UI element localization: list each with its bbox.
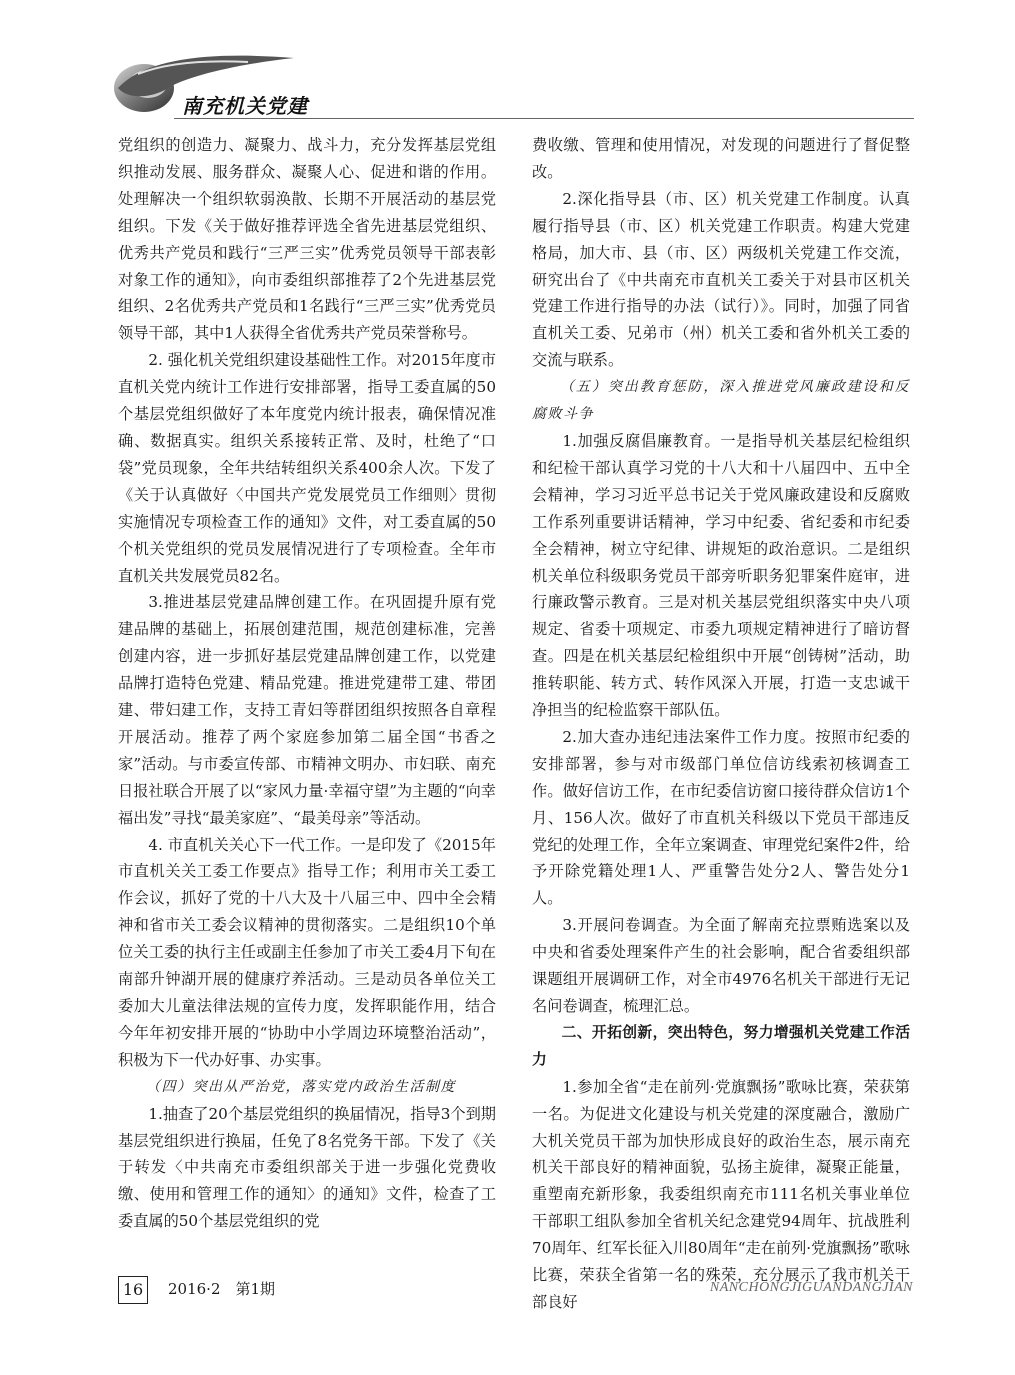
header-rule	[174, 118, 914, 119]
paragraph: 1.抽查了20个基层党组织的换届情况，指导3个到期基层党组织进行换届，任免了8名党务干部。下发了《关于转发〈中共南充市委组织部关于进一步强化党费收缴、使用和管理工作的通知〉的通知》文件，检查了工委直属的50个基层党组织的党	[118, 1104, 496, 1231]
journal-title: 南充机关党建	[182, 94, 308, 118]
left-text-column	[118, 132, 496, 1235]
page-header	[108, 48, 908, 120]
paragraph: 2. 强化机关党组织建设基础性工作。对2015年度市直机关党内统计工作进行安排部署，指导工委直属的50个基层党组织做好了本年度党内统计报表，确保情况准确、数据真实。组织关系接转正常、及时，杜绝了“口袋”党员现象，全年共结转组织关系400余人次。下发了《关于认真做好〈中国共产党发展党员工作细则〉贯彻实施情况专项检查工作的通知》文件，对工委直属的50个机关党组织的党员发展情况进行了专项检查。全年市直机关共发展党员82名。	[118, 351, 496, 585]
paragraph: 1.参加全省“走在前列·党旗飘扬”歌咏比赛，荣获第一名。为促进文化建设与机关党建的深度融合，激励广大机关党员干部为加快形成良好的政治生态，展示南充机关干部良好的精神面貌，弘扬主旋律，凝聚正能量，重塑南充新形象，我委组织南充市111名机关事业单位干部职工组队参加全省机关纪念建党94周年、抗战胜利70周年、红军长征入川80周年“走在前列·党旗飘扬”歌咏比赛，荣获全省第一名的殊荣，充分展示了我市机关干部良好	[532, 1077, 910, 1311]
paragraph: 3.开展问卷调查。为全面了解南充拉票贿选案以及中央和省委处理案件产生的社会影响，配合省委组织部课题组开展调研工作，对全市4976名机关干部进行无记名问卷调查，梳理汇总。	[532, 916, 910, 1015]
page-footer	[118, 1276, 913, 1306]
paragraph: 费收缴、管理和使用情况，对发现的问题进行了督促整改。	[532, 136, 910, 181]
subsection-heading: （五）突出教育惩防，深入推进党风廉政建设和反腐败斗争	[532, 379, 910, 423]
paragraph: 党组织的创造力、凝聚力、战斗力，充分发挥基层党组织推动发展、服务群众、凝聚人心、促进和谐的作用。处理解决一个组织软弱涣散、长期不开展活动的基层党组织。下发《关于做好推荐评选全省先进基层党组织、优秀共产党员和践行“三严三实”优秀党员领导干部表彰对象工作的通知》，向市委组织部推荐了2个先进基层党组织、2名优秀共产党员和1名践行“三严三实”优秀党员领导干部，其中1人获得全省优秀共产党员荣誉称号。	[118, 136, 496, 343]
paragraph: 2.加大查办违纪违法案件工作力度。按照市纪委的安排部署，参与对市级部门单位信访线索初核调查工作。做好信访工作，在市纪委信访窗口接待群众信访1个月、156人次。做好了市直机关科级以下党员干部违反党纪的处理工作，全年立案调查、审理党纪案件2件，给予开除党籍处理1人、严重警告处分2人、警告处分1人。	[532, 727, 910, 908]
right-text-column	[532, 132, 910, 1316]
section-heading: 二、开拓创新，突出特色，努力增强机关党建工作活力	[532, 1023, 910, 1068]
journal-brand: NANCHONGJIGUANDANGJIAN	[709, 1280, 913, 1295]
paragraph: 2.深化指导县（市、区）机关党建工作制度。认真履行指导县（市、区）机关党建工作职责。构建大党建格局，加大市、县（市、区）两级机关党建工作交流，研究出台了《中共南充市直机关工委关于对县市区机关党建工作进行指导的办法（试行）》。同时，加强了同省直机关工委、兄弟市（州）机关工委和省外机关工委的交流与联系。	[532, 189, 910, 370]
paragraph: 1.加强反腐倡廉教育。一是指导机关基层纪检组织和纪检干部认真学习党的十八大和十八届四中、五中全会精神，学习习近平总书记关于党风廉政建设和反腐败工作系列重要讲话精神，学习中纪委、省纪委和市纪委全会精神，树立守纪律、讲规矩的政治意识。二是组织机关单位科级职务党员干部旁听职务犯罪案件庭审，进行廉政警示教育。三是对机关基层党组织落实中央八项规定、省委十项规定、市委九项规定精神进行了暗访督查。四是在机关基层纪检组织中开展“创铸树”活动，助推转职能、转方式、转作风深入开展，打造一支忠诚干净担当的纪检监察干部队伍。	[532, 431, 910, 720]
subsection-heading: （四）突出从严治党，落实党内政治生活制度	[146, 1078, 456, 1095]
paragraph: 4. 市直机关关心下一代工作。一是印发了《2015年市直机关关工委工作要点》指导工作；利用市关工委工作会议，抓好了党的十八大及十八届三中、四中全会精神和省市关工委会议精神的贯彻落实。二是组织10个单位关工委的执行主任或副主任参加了市关工委4月下旬在南部升钟湖开展的健康疗养活动。三是动员各单位关工委加大儿童法律法规的宣传力度，发挥职能作用，结合今年年初安排开展的“协助中小学周边环境整治活动”，积极为下一代办好事、办实事。	[118, 835, 496, 1069]
issue-label: 2016·2 第1期	[168, 1280, 276, 1298]
paragraph: 3.推进基层党建品牌创建工作。在巩固提升原有党建品牌的基础上，拓展创建范围，规范创建标准，完善创建内容，进一步抓好基层党建品牌创建工作，以党建品牌打造特色党建、精品党建。推进党建带工建、带团建、带妇建工作，支持工青妇等群团组织按照各自章程开展活动。推荐了两个家庭参加第二届全国“书香之家”活动。与市委宣传部、市精神文明办、市妇联、南充日报社联合开展了以“家风力量·幸福守望”为主题的“向幸福出发”寻找“最美家庭”、“最美母亲”等活动。	[118, 593, 496, 827]
page-number: 16	[118, 1276, 148, 1304]
